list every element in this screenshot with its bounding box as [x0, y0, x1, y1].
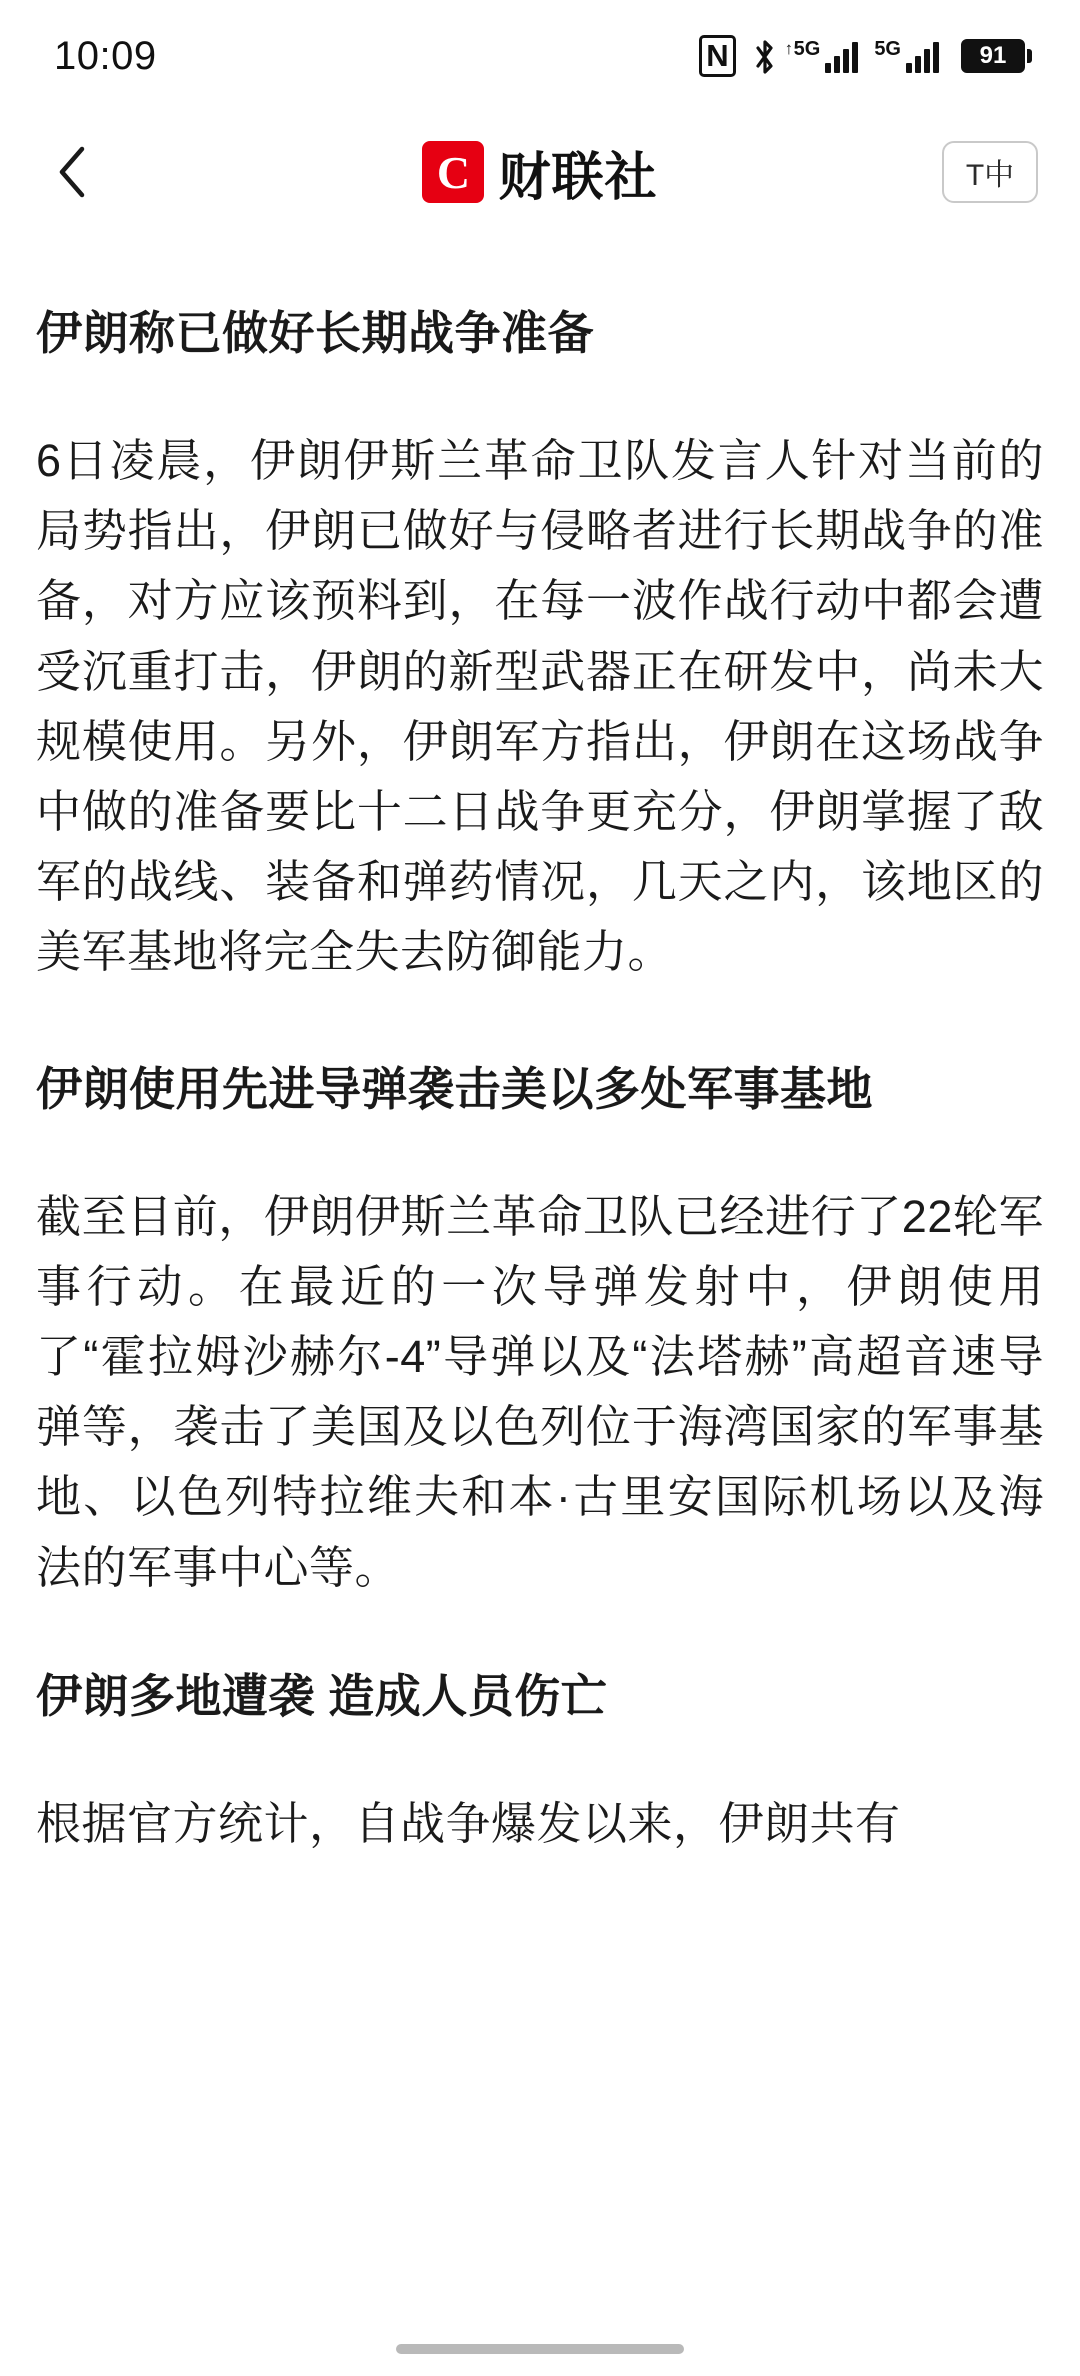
bluetooth-icon: [752, 38, 778, 74]
section-heading-2: 伊朗使用先进导弹袭击美以多处军事基地: [36, 1062, 873, 1115]
signal-5g-secondary-label: 5G: [874, 38, 901, 60]
brand-name-label: 财联社: [498, 148, 658, 207]
battery-cap: [1027, 49, 1032, 63]
section-paragraph-2: 截至目前，伊朗伊斯兰革命卫队已经进行了22轮军事行动。在最近的一次导弹发射中，伊朗使用了“霍拉姆沙赫尔-4”导弹以及“法塔赫”高超音速导弹等，袭击了美国及以色列位于海湾国家的军事基地、以色列特拉维夫和本·古里安国际机场以及海法的军事中心等。: [36, 1190, 1044, 1593]
font-size-button[interactable]: T中: [942, 141, 1038, 203]
spacer: [36, 988, 1044, 1058]
battery-icon: [961, 39, 1025, 73]
section-heading-3: 伊朗多地遭袭 造成人员伤亡: [36, 1669, 608, 1722]
nfc-icon: N: [699, 35, 735, 77]
chevron-left-icon: [54, 143, 94, 201]
battery-percent-label: 91: [979, 42, 1007, 69]
signal-5g-primary-text: 5G: [793, 38, 821, 60]
spacer: [36, 364, 1044, 426]
article-body: [0, 232, 1080, 1859]
section-heading-1: 伊朗称已做好长期战争准备: [36, 307, 594, 359]
status-time: 10:09: [54, 33, 157, 78]
home-indicator[interactable]: [396, 2344, 684, 2354]
app-header: [0, 112, 1080, 232]
spacer: [36, 1120, 1044, 1182]
spacer: [36, 1727, 1044, 1789]
signal-bars-secondary-icon: [906, 41, 939, 73]
signal-caret-icon: ↑: [784, 39, 794, 58]
signal-5g-primary-label: [784, 38, 821, 60]
status-icon-group: [699, 35, 1032, 77]
spacer: [36, 1603, 1044, 1665]
section-paragraph-3: 根据官方统计，自战争爆发以来，伊朗共有: [36, 1797, 901, 1849]
signal-5g-secondary: [874, 39, 939, 73]
battery-indicator: [961, 39, 1032, 73]
section-paragraph-1: 6日凌晨，伊朗伊斯兰革命卫队发言人针对当前的局势指出，伊朗已做好与侵略者进行长期战争的准备，对方应该预料到，在每一波作战行动中都会遭受沉重打击，伊朗的新型武器正在研发中，尚未大规模使用。另外，伊朗军方指出，伊朗在这场战争中做的准备要比十二日战争更充分，伊朗掌握了敌军的战线、装备和弹药情况，几天之内，该地区的美军基地将完全失去防御能力。: [36, 435, 1044, 978]
signal-bars-primary-icon: [825, 41, 858, 73]
brand-mark-icon: C: [422, 141, 484, 203]
status-bar: [0, 0, 1080, 112]
back-button[interactable]: [54, 142, 114, 202]
signal-5g-primary: [784, 38, 859, 73]
brand-logo: [0, 135, 1080, 210]
